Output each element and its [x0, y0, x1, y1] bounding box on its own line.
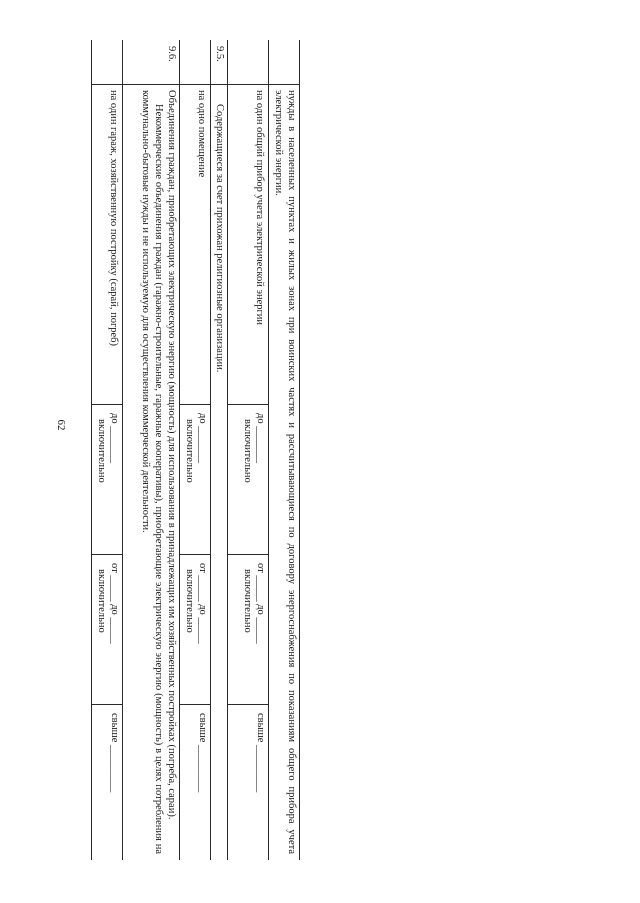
- band-range-cell: [92, 555, 122, 705]
- band-inclusive: включительно: [184, 419, 195, 483]
- section-number: 9.5.: [214, 46, 225, 62]
- consumer-unit-cell: [180, 85, 210, 405]
- band-range: от _____ до _____: [197, 563, 208, 644]
- band-inclusive: включительно: [96, 419, 107, 483]
- band-above-cell: [92, 705, 122, 860]
- band-above: свыше _________: [255, 713, 266, 793]
- band-up-to-cell: [180, 405, 210, 555]
- table-row-section: [210, 40, 227, 860]
- consumer-unit-label: на один гараж, хозяйственную постройку (сарай, погреб): [108, 90, 119, 347]
- band-above: свыше _________: [109, 713, 120, 793]
- band-range: от _____ до _____: [109, 563, 120, 644]
- consumer-unit-label: на один общий прибор учета электрической энергии: [254, 90, 265, 326]
- number-cell: [228, 40, 268, 85]
- section-paragraph: Некоммерческие объединения граждан (гаражно-строительные, гаражные кооперативы), приобретающие электрическую энергию (мощность) в целях потребления на коммунально-бытовые нужды и не используемую для осуществления коммерческой деятельности.: [140, 90, 164, 854]
- table-row-sub: [179, 40, 210, 860]
- band-inclusive: включительно: [242, 569, 253, 633]
- table-row-sub: [91, 40, 122, 860]
- section-paragraph: Содержащиеся за счет прихожан религиозные организации.: [214, 104, 225, 373]
- tariff-table: [91, 40, 300, 860]
- number-cell: [180, 40, 210, 85]
- band-up-to-cell: [92, 405, 122, 555]
- band-inclusive: включительно: [242, 419, 253, 483]
- number-cell: [211, 40, 227, 85]
- band-above: свыше _________: [197, 713, 208, 793]
- intro-text: нужды в населенных пунктах и жилых зонах при воинских частях и рассчитывающиеся по договору энергоснабжения по показаниям общего прибора учета электрической энергии.: [273, 90, 297, 854]
- band-inclusive: включительно: [184, 569, 195, 633]
- band-above-cell: [180, 705, 210, 860]
- section-paragraph: Объединения граждан, приобретающих электрическую энергию (мощность) для использования в принадлежащих им хозяйственных постройках (погреба, сараи).: [166, 90, 177, 820]
- band-range-cell: [180, 555, 210, 705]
- band-up-to: до _______: [255, 413, 266, 463]
- section-text: [213, 90, 226, 854]
- consumer-unit-cell: [92, 85, 122, 405]
- band-up-to: до _______: [109, 413, 120, 463]
- band-range: от _____ до _____: [255, 563, 266, 644]
- table-row-sub: [227, 40, 268, 860]
- rotated-page-content: [60, 40, 300, 860]
- consumer-unit-cell: [228, 85, 268, 405]
- band-inclusive: включительно: [96, 569, 107, 633]
- page-number: 62: [55, 419, 67, 431]
- table-row-intro: [268, 40, 300, 860]
- number-cell: [92, 40, 122, 85]
- band-up-to-cell: [228, 405, 268, 555]
- consumer-unit-label: на одно помещение: [196, 90, 207, 178]
- band-range-cell: [228, 555, 268, 705]
- band-up-to: до _______: [197, 413, 208, 463]
- section-text: [139, 90, 178, 854]
- number-cell: [269, 40, 299, 85]
- number-cell: [123, 40, 179, 85]
- table-row-section: [122, 40, 179, 860]
- section-number: 9.6.: [166, 46, 177, 62]
- band-above-cell: [228, 705, 268, 860]
